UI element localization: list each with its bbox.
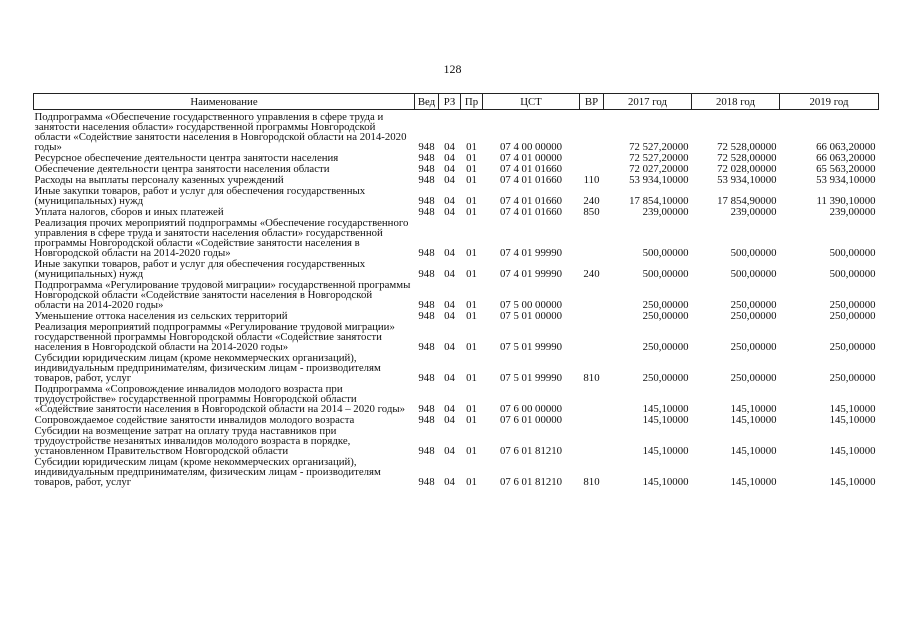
row-ved: 948 xyxy=(418,476,435,488)
row-name: Ресурсное обеспечение деятельности центра занятости населения xyxy=(34,152,339,164)
row-ved: 948 xyxy=(418,372,435,384)
row-2018: 500,00000 xyxy=(730,268,777,280)
row-rz: 04 xyxy=(444,247,455,259)
row-2018: 72 528,00000 xyxy=(717,152,777,164)
row-name: Субсидии на возмещение затрат на оплату труда наставников при трудоустройстве незанятых инвалидов молодого возраста в порядке, установленном Правительством Новгородской области xyxy=(34,425,351,457)
table-row xyxy=(34,353,879,384)
row-ved: 948 xyxy=(418,445,435,457)
row-rz: 04 xyxy=(444,403,455,415)
table-row xyxy=(34,384,879,415)
row-rz: 04 xyxy=(444,268,455,280)
row-rz: 04 xyxy=(444,141,455,153)
row-cst: 07 6 00 00000 xyxy=(499,403,563,415)
header-2019: 2019 год xyxy=(780,94,879,110)
row-2018: 250,00000 xyxy=(730,310,777,322)
row-ved: 948 xyxy=(418,141,435,153)
row-rz: 04 xyxy=(444,445,455,457)
row-vr xyxy=(580,322,604,353)
row-pr: 01 xyxy=(466,414,477,426)
header-2017: 2017 год xyxy=(604,94,692,110)
row-ved: 948 xyxy=(418,341,435,353)
header-name: Наименование xyxy=(34,94,415,110)
row-name: Обеспечение деятельности центра занятости населения области xyxy=(34,163,330,175)
row-2019: 66 063,20000 xyxy=(816,152,876,164)
row-ved: 948 xyxy=(418,195,435,207)
row-vr xyxy=(580,384,604,415)
row-2019: 65 563,20000 xyxy=(816,163,876,175)
row-2017: 53 934,10000 xyxy=(629,174,689,186)
row-vr xyxy=(580,218,604,259)
row-ved: 948 xyxy=(418,299,435,311)
row-ved: 948 xyxy=(418,268,435,280)
row-2018: 145,10000 xyxy=(730,476,777,488)
row-2017: 500,00000 xyxy=(642,268,689,280)
row-2019: 250,00000 xyxy=(829,310,876,322)
table-row xyxy=(34,259,879,280)
row-name: Подпрограмма «Регулирование трудовой миграции» государственной программы Новгородской области «Содействие занятости населения в Новгородской области на 2014-2020 годы» xyxy=(34,279,411,311)
row-vr: 850 xyxy=(583,206,600,218)
row-2019: 11 390,10000 xyxy=(816,195,876,207)
row-pr: 01 xyxy=(466,476,477,488)
row-2017: 250,00000 xyxy=(642,299,689,311)
row-vr xyxy=(580,110,604,154)
header-rz: РЗ xyxy=(439,94,461,110)
row-rz: 04 xyxy=(444,310,455,322)
row-cst: 07 4 01 99990 xyxy=(499,268,563,280)
row-pr: 01 xyxy=(466,247,477,259)
row-pr: 01 xyxy=(466,403,477,415)
row-2017: 72 527,20000 xyxy=(629,141,689,153)
table-row xyxy=(34,280,879,311)
page-number: 128 xyxy=(443,62,462,76)
row-pr: 01 xyxy=(466,372,477,384)
row-2018: 72 028,00000 xyxy=(717,163,777,175)
table-row xyxy=(34,426,879,457)
row-2018: 53 934,10000 xyxy=(717,174,777,186)
row-2019: 66 063,20000 xyxy=(816,141,876,153)
row-rz: 04 xyxy=(444,206,455,218)
row-vr xyxy=(580,153,604,164)
row-rz: 04 xyxy=(444,195,455,207)
header-pr: Пр xyxy=(461,94,483,110)
table-row xyxy=(34,218,879,259)
table-row xyxy=(34,186,879,207)
row-vr xyxy=(580,415,604,426)
row-name: Уплата налогов, сборов и иных платежей xyxy=(34,206,224,218)
row-rz: 04 xyxy=(444,414,455,426)
row-pr: 01 xyxy=(466,152,477,164)
row-cst: 07 4 01 01660 xyxy=(499,195,563,207)
row-pr: 01 xyxy=(466,268,477,280)
row-rz: 04 xyxy=(444,299,455,311)
row-pr: 01 xyxy=(466,195,477,207)
row-name: Сопровождаемое содействие занятости инвалидов молодого возраста xyxy=(34,414,355,426)
row-2018: 145,10000 xyxy=(730,403,777,415)
row-2019: 145,10000 xyxy=(829,403,876,415)
row-2018: 250,00000 xyxy=(730,372,777,384)
row-cst: 07 5 01 99990 xyxy=(499,372,563,384)
row-cst: 07 6 01 81210 xyxy=(499,445,563,457)
row-ved: 948 xyxy=(418,247,435,259)
row-cst: 07 4 01 01660 xyxy=(499,163,563,175)
row-ved: 948 xyxy=(418,152,435,164)
row-vr: 810 xyxy=(583,476,600,488)
row-rz: 04 xyxy=(444,163,455,175)
row-rz: 04 xyxy=(444,174,455,186)
row-2019: 500,00000 xyxy=(829,268,876,280)
header-2018: 2018 год xyxy=(692,94,780,110)
row-name: Расходы на выплаты персоналу казенных учреждений xyxy=(34,174,284,186)
row-cst: 07 4 01 99990 xyxy=(499,247,563,259)
row-2017: 145,10000 xyxy=(642,445,689,457)
row-pr: 01 xyxy=(466,341,477,353)
row-2017: 145,10000 xyxy=(642,414,689,426)
row-2019: 145,10000 xyxy=(829,414,876,426)
row-2017: 72 027,20000 xyxy=(629,163,689,175)
row-2019: 250,00000 xyxy=(829,372,876,384)
header-ved: Вед xyxy=(415,94,439,110)
row-rz: 04 xyxy=(444,341,455,353)
row-vr: 110 xyxy=(583,174,600,186)
row-2017: 145,10000 xyxy=(642,476,689,488)
row-2018: 72 528,00000 xyxy=(717,141,777,153)
row-pr: 01 xyxy=(466,141,477,153)
row-2019: 250,00000 xyxy=(829,341,876,353)
row-rz: 04 xyxy=(444,476,455,488)
row-pr: 01 xyxy=(466,299,477,311)
row-vr xyxy=(580,426,604,457)
row-cst: 07 6 01 00000 xyxy=(499,414,563,426)
row-vr: 240 xyxy=(583,268,600,280)
row-2017: 250,00000 xyxy=(642,372,689,384)
row-pr: 01 xyxy=(466,206,477,218)
row-2017: 72 527,20000 xyxy=(629,152,689,164)
row-name: Подпрограмма «Сопровождение инвалидов молодого возраста при трудоустройстве» государственной программы Новгородской области «Содействие занятости населения в Новгородской области на 2014 – 2020 годы» xyxy=(34,383,405,415)
budget-table xyxy=(33,93,879,488)
table-header-row xyxy=(34,94,879,110)
row-2018: 250,00000 xyxy=(730,299,777,311)
row-vr xyxy=(580,280,604,311)
row-pr: 01 xyxy=(466,163,477,175)
row-name: Уменьшение оттока населения из сельских территорий xyxy=(34,310,288,322)
row-2017: 17 854,10000 xyxy=(629,195,689,207)
row-2019: 145,10000 xyxy=(829,476,876,488)
row-2017: 239,00000 xyxy=(642,206,689,218)
header-vr: ВР xyxy=(580,94,604,110)
row-cst: 07 5 00 00000 xyxy=(499,299,563,311)
row-2019: 250,00000 xyxy=(829,299,876,311)
row-cst: 07 4 01 01660 xyxy=(499,206,563,218)
row-ved: 948 xyxy=(418,310,435,322)
row-name: Субсидии юридическим лицам (кроме некоммерческих организаций), индивидуальным предпринимателям, физическим лицам - производителям товаров, работ, услуг xyxy=(34,352,381,384)
row-name: Реализация мероприятий подпрограммы «Регулирование трудовой миграции» государственной программы Новгородской области «Содействие занятости населения в Новгородской области на 2014-2020 годы» xyxy=(34,321,395,353)
row-2019: 500,00000 xyxy=(829,247,876,259)
row-2019: 145,10000 xyxy=(829,445,876,457)
row-vr: 810 xyxy=(583,372,600,384)
row-name: Подпрограмма «Обеспечение государственного управления в сфере труда и занятости населения области» государственной программы Новгородской области «Содействие занятости населения в Новгородской области на 2014-2020 годы» xyxy=(34,111,407,153)
row-2018: 145,10000 xyxy=(730,414,777,426)
row-2018: 17 854,90000 xyxy=(717,195,777,207)
row-2017: 250,00000 xyxy=(642,341,689,353)
row-pr: 01 xyxy=(466,174,477,186)
row-cst: 07 6 01 81210 xyxy=(499,476,563,488)
row-ved: 948 xyxy=(418,206,435,218)
row-pr: 01 xyxy=(466,310,477,322)
row-2019: 53 934,10000 xyxy=(816,174,876,186)
row-cst: 07 5 01 99990 xyxy=(499,341,563,353)
row-cst: 07 4 00 00000 xyxy=(499,141,563,153)
row-vr: 240 xyxy=(583,195,600,207)
row-cst: 07 4 01 01660 xyxy=(499,174,563,186)
table-body xyxy=(34,110,879,489)
table-row xyxy=(34,457,879,488)
row-vr xyxy=(580,311,604,322)
row-pr: 01 xyxy=(466,445,477,457)
row-2017: 145,10000 xyxy=(642,403,689,415)
row-ved: 948 xyxy=(418,414,435,426)
row-ved: 948 xyxy=(418,403,435,415)
row-2018: 500,00000 xyxy=(730,247,777,259)
header-cst: ЦСТ xyxy=(483,94,580,110)
row-rz: 04 xyxy=(444,152,455,164)
row-2018: 239,00000 xyxy=(730,206,777,218)
row-cst: 07 5 01 00000 xyxy=(499,310,563,322)
row-cst: 07 4 01 00000 xyxy=(499,152,563,164)
table-row xyxy=(34,110,879,154)
row-name: Субсидии юридическим лицам (кроме некоммерческих организаций), индивидуальным предпринимателям, физическим лицам - производителям товаров, работ, услуг xyxy=(34,456,381,488)
row-2018: 145,10000 xyxy=(730,445,777,457)
row-rz: 04 xyxy=(444,372,455,384)
row-ved: 948 xyxy=(418,163,435,175)
row-name: Иные закупки товаров, работ и услуг для обеспечения государственных (муниципальных) нужд xyxy=(34,185,366,207)
row-name: Реализация прочих мероприятий подпрограммы «Обеспечение государственного управления в сфере труда и занятости населения области» государственной программы Новгородской области «Содействие занятости населения в Новгородской области на 2014-2020 годы» xyxy=(34,217,409,259)
row-2018: 250,00000 xyxy=(730,341,777,353)
row-2017: 250,00000 xyxy=(642,310,689,322)
table-row xyxy=(34,322,879,353)
row-2019: 239,00000 xyxy=(829,206,876,218)
row-name: Иные закупки товаров, работ и услуг для обеспечения государственных (муниципальных) нужд xyxy=(34,258,366,280)
row-2017: 500,00000 xyxy=(642,247,689,259)
row-ved: 948 xyxy=(418,174,435,186)
